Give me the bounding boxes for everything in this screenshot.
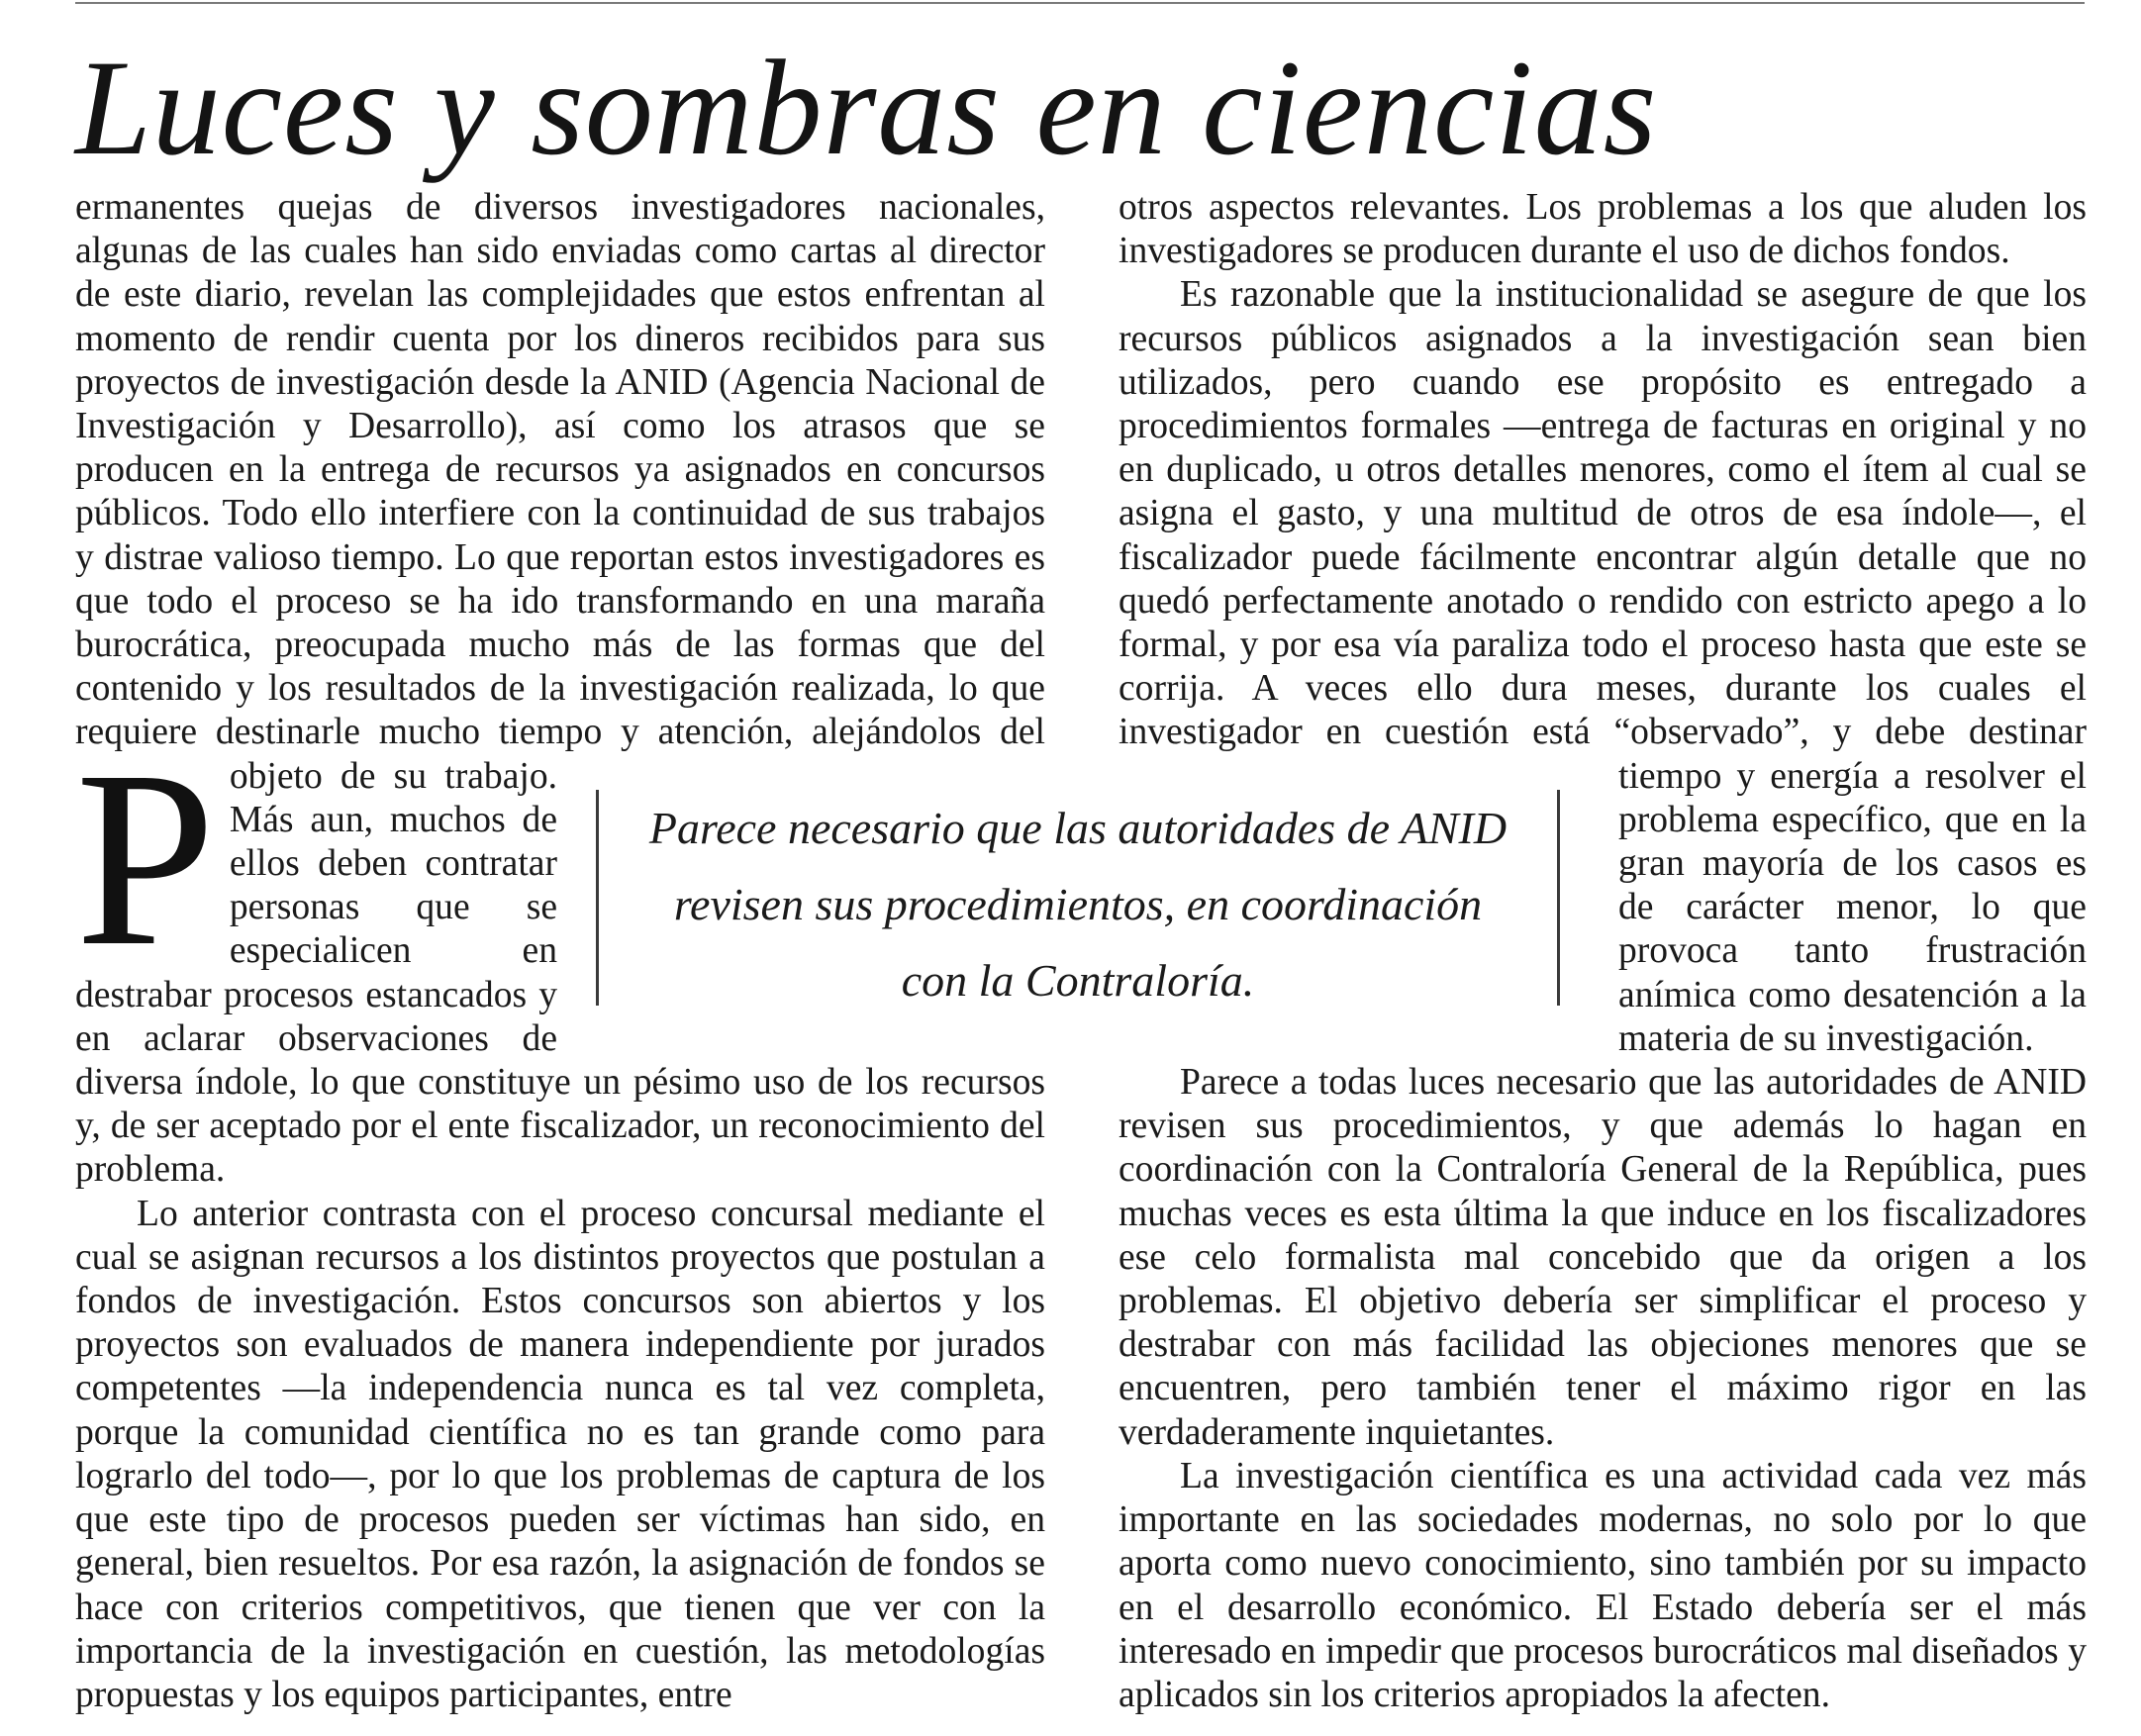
top-rule: [75, 2, 2085, 4]
paragraph-4: Parece a todas luces necesario que las autoridades de ANID revisen sus procedimientos, y que además lo hagan en coordinación con la Contraloría General de la República, pues muchas veces es esta última la que induce en los fiscalizadores ese celo formalista mal concebido que da origen a los problemas. El objetivo debería ser simplificar el proceso y destrabar con más facilidad las objeciones menores que se encuentren, pero también tener el máximo rigor en las verdaderamente inquietantes.: [1119, 1062, 2087, 1453]
paragraph-2-continued: otros aspectos relevantes. Los problemas a los que aluden los investigadores se producen durante el uso de dichos fondos.: [1119, 187, 2087, 272]
paragraph-5: La investigación científica es una actividad cada vez más importante en las sociedades modernas, no solo por lo que aporta como nuevo conocimiento, sino también por su impacto en el desarrollo económico. El Estado debería ser el más interesado en impedir que procesos burocráticos mal diseñados y aplicados sin los criterios apropiados la afecten.: [1119, 1455, 2087, 1715]
pull-quote-line: revisen sus procedimientos, en coordinación: [673, 879, 1483, 929]
drop-cap: P: [75, 720, 216, 999]
paragraph-2: Lo anterior contrasta con el proceso concursal mediante el cual se asignan recursos a los distintos proyectos que postulan a fondos de investigación. Estos concursos son abiertos y los proyectos son evaluados de manera independiente por jurados competentes —la independencia nunca es tal vez completa, porque la comunidad científica no es tan grande como para lograrlo del todo—, por lo que los problemas de captura de los que este tipo de procesos pueden ser víctimas han sido, en general, bien resueltos. Por esa razón, la asignación de fondos se hace con criterios competitivos, que tienen que ver con la importancia de la investigación en cuestión, las metodologías propuestas y los equipos participantes, entre: [75, 1193, 1045, 1715]
paragraph-1: [75, 186, 1045, 1193]
pull-quote-line: con la Contraloría.: [901, 955, 1255, 1006]
paragraph-1-text: ermanentes quejas de diversos investigadores nacionales, algunas de las cuales han sido enviadas como cartas al director de este diario, revelan las complejidades que estos enfrentan al momento de rendir cuenta por los dineros recibidos para sus proyectos de investigación desde la ANID (Agencia Nacional de Investigación y Desarrollo), así como los atrasos que se producen en la entrega de recursos ya asignados en concursos públicos. Todo ello interfiere con la continuidad de sus trabajos y distrae valioso tiempo. Lo que reportan estos investigadores es que todo el proceso se ha ido transformando en una maraña burocrática, preocupada mucho más de las formas que del contenido y los resultados de la investigación realizada, lo que requiere destinarle mucho tiempo y atención, alejándolos del objeto de su trabajo. Más aun, muchos de ellos deben contratar personas que se especialicen en destrabar procesos estancados y en aclarar observaciones de diversa índole, lo que constituye un pésimo uso de los recursos y, de ser aceptado por el ente fiscalizador, un reconocimiento del problema.: [75, 187, 1045, 1191]
paragraph-3: Es razonable que la institucionalidad se asegure de que los recursos públicos asignados a la investigación sean bien utilizados, pero cuando ese propósito es entregado a procedimientos formales —entrega de facturas en original y no en duplicado, u otros detalles menores, como el ítem al cual se asigna el gasto, y una multitud de otros de esa índole—, el fiscalizador puede fácilmente encontrar algún detalle que no quedó perfectamente anotado o rendido con estricto apego a lo formal, y por esa vía paraliza todo el proceso hasta que este se corrija. A veces ello dura meses, durante los cuales el investigador en cuestión está “observado”, y debe destinar tiempo y energía a resolver el problema específico, que en la gran mayoría de los casos es de carácter menor, lo que provoca tanto frustración anímica como desatención a la materia de su investigación.: [1119, 274, 2087, 1059]
headline: Luces y sombras en ciencias: [75, 32, 1658, 183]
pull-quote-line: Parece necesario que las autoridades de ANID: [648, 803, 1508, 853]
pull-quote: [596, 790, 1560, 1006]
